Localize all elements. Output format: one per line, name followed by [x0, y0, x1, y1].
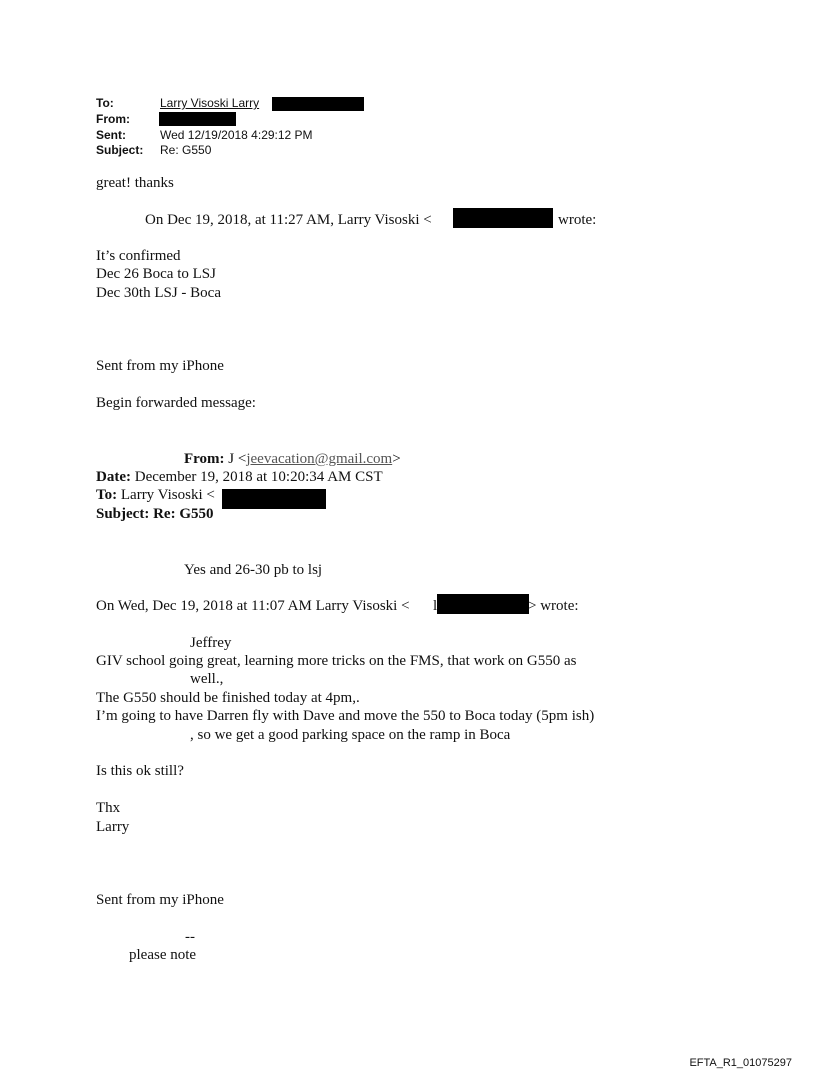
document-id: EFTA_R1_01075297 — [689, 1057, 792, 1069]
fwd-subject: Subject: Re: G550 — [96, 506, 214, 522]
fwd-from-name: J < — [228, 451, 247, 467]
quote2-line: GIV school going great, learning more tricks on the FMS, that work on G550 as — [96, 653, 577, 669]
quote1-intro-before: On Dec 19, 2018, at 11:27 AM, Larry Visoski < — [145, 212, 432, 228]
quote2-thanks: Thx — [96, 800, 121, 816]
quote2-intro-before: On Wed, Dec 19, 2018 at 11:07 AM Larry Visoski < — [96, 598, 410, 614]
quote2-line: well., — [190, 671, 224, 687]
redaction-box — [222, 489, 326, 509]
to-value: Larry Visoski Larry — [160, 96, 260, 110]
quote2-name: Larry — [96, 819, 130, 835]
quote2-signature: Sent from my iPhone — [96, 892, 224, 908]
from-label: From: — [96, 112, 130, 126]
sent-label: Sent: — [96, 128, 126, 142]
quote2-intro-mid: l — [433, 598, 438, 614]
fwd-from — [184, 451, 401, 468]
fwd-from-close: > — [392, 451, 401, 467]
quote2-question: Is this ok still? — [96, 763, 184, 779]
quote1-intro-after: wrote: — [558, 212, 597, 228]
quote1-line: Dec 30th LSJ - Boca — [96, 285, 221, 301]
subject-label: Subject: — [96, 143, 144, 157]
redaction-box — [159, 112, 236, 126]
signature-note: please note — [129, 947, 197, 963]
redaction-box — [453, 208, 553, 228]
fwd-from-email-link[interactable]: jeevacation@gmail.com — [246, 451, 393, 467]
subject-value: Re: G550 — [160, 143, 212, 157]
quote2-line: The G550 should be finished today at 4pm,. — [96, 690, 360, 706]
fwd-body: Yes and 26-30 pb to lsj — [184, 562, 323, 578]
fwd-from-label: From: — [184, 451, 225, 467]
fwd-to-label: To: — [96, 487, 118, 503]
quote1-line: Dec 26 Boca to LSJ — [96, 266, 216, 282]
quote1-intro — [145, 212, 432, 229]
quote1-line: It’s confirmed — [96, 248, 181, 264]
forward-label: Begin forwarded message: — [96, 395, 256, 411]
to-label: To: — [96, 96, 114, 110]
quote1-signature: Sent from my iPhone — [96, 358, 224, 374]
signature-dashes: -- — [185, 929, 195, 945]
redaction-box — [272, 97, 364, 111]
quote2-salutation: Jeffrey — [190, 635, 232, 651]
fwd-to — [96, 487, 215, 504]
reply-text: great! thanks — [96, 175, 174, 191]
fwd-to-value: Larry Visoski < — [120, 487, 215, 503]
fwd-date-label: Date: — [96, 469, 131, 485]
fwd-date-value: December 19, 2018 at 10:20:34 AM CST — [134, 469, 383, 485]
quote2-line: I’m going to have Darren fly with Dave and move the 550 to Boca today (5pm ish) — [96, 708, 595, 724]
redaction-box — [437, 594, 529, 614]
sent-value: Wed 12/19/2018 4:29:12 PM — [160, 128, 313, 142]
quote2-line: , so we get a good parking space on the ramp in Boca — [190, 727, 511, 743]
quote2-intro-after: > wrote: — [528, 598, 579, 614]
fwd-date — [96, 469, 383, 486]
